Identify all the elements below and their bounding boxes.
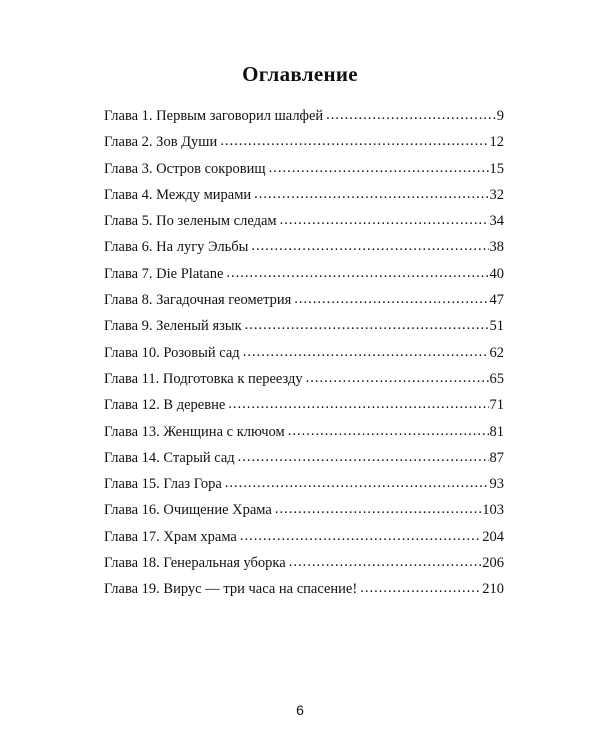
- dot-leader: [245, 317, 489, 334]
- toc-entry-page: 40: [489, 265, 504, 282]
- toc-entry-page: 87: [489, 449, 504, 466]
- toc-entry: [104, 161, 504, 187]
- toc-entry-page: 93: [489, 476, 504, 493]
- toc-entry: [104, 555, 504, 581]
- toc-entry-label: Глава 12. В деревне: [104, 397, 226, 414]
- dot-leader: [220, 133, 488, 150]
- toc-entry: [104, 397, 504, 423]
- toc-entry-label: Глава 18. Генеральная уборка: [104, 555, 286, 572]
- toc-entry-page: 51: [489, 318, 504, 335]
- toc-entry-label: Глава 10. Розовый сад: [104, 344, 240, 361]
- toc-entry-page: 81: [489, 423, 504, 440]
- dot-leader: [225, 475, 489, 492]
- dot-leader: [294, 291, 488, 308]
- toc-entry: [104, 266, 504, 292]
- dot-leader: [275, 501, 481, 518]
- toc-entry-label: Глава 19. Вирус — три часа на спасение!: [104, 581, 358, 598]
- toc-entry: [104, 239, 504, 265]
- toc-entry-label: Глава 9. Зеленый язык: [104, 318, 242, 335]
- toc-entry: [104, 134, 504, 160]
- toc-entry: [104, 502, 504, 528]
- toc-entry: [104, 108, 504, 134]
- dot-leader: [306, 370, 489, 387]
- dot-leader: [289, 554, 482, 571]
- toc-entry-label: Глава 8. Загадочная геометрия: [104, 292, 292, 309]
- page-number: 6: [296, 702, 304, 718]
- toc-entry-page: 62: [489, 344, 504, 361]
- toc-entry-page: 34: [489, 213, 504, 230]
- toc-entry-page: 103: [482, 502, 504, 519]
- toc-entry-label: Глава 15. Глаз Гора: [104, 476, 222, 493]
- toc-entry-page: 204: [482, 528, 504, 545]
- dot-leader: [254, 186, 488, 203]
- toc-entry-page: 206: [482, 555, 504, 572]
- dot-leader: [238, 449, 489, 466]
- toc-entry-page: 32: [489, 186, 504, 203]
- dot-leader: [228, 396, 488, 413]
- toc-entry-label: Глава 2. Зов Души: [104, 134, 218, 151]
- toc-entry: [104, 450, 504, 476]
- dot-leader: [326, 107, 496, 124]
- toc-entry-label: Глава 17. Храм храма: [104, 528, 237, 545]
- toc-entry-label: Глава 4. Между мирами: [104, 186, 252, 203]
- toc-entry-page: 71: [489, 397, 504, 414]
- dot-leader: [280, 212, 489, 229]
- toc-entry-label: Глава 7. Die Platane: [104, 265, 224, 282]
- toc-entry-label: Глава 5. По зеленым следам: [104, 213, 277, 230]
- toc-entry-label: Глава 3. Остров сокровищ: [104, 160, 266, 177]
- table-of-contents: [104, 108, 504, 608]
- toc-entry-label: Глава 13. Женщина с ключом: [104, 423, 285, 440]
- toc-entry: [104, 581, 504, 607]
- toc-entry-label: Глава 14. Старый сад: [104, 449, 235, 466]
- toc-entry: [104, 345, 504, 371]
- toc-entry-label: Глава 6. На лугу Эльбы: [104, 239, 249, 256]
- toc-entry-page: 210: [482, 581, 504, 598]
- dot-leader: [269, 160, 489, 177]
- toc-entry: [104, 187, 504, 213]
- toc-entry: [104, 292, 504, 318]
- toc-entry-label: Глава 1. Первым заговорил шалфей: [104, 108, 324, 124]
- toc-entry-page: 65: [489, 370, 504, 387]
- toc-entry: [104, 318, 504, 344]
- toc-entry-label: Глава 11. Подготовка к переезду: [104, 370, 303, 387]
- toc-entry-page: 12: [489, 134, 504, 151]
- toc-entry-page: 15: [489, 160, 504, 177]
- dot-leader: [240, 528, 481, 545]
- toc-entry: [104, 476, 504, 502]
- toc-entry: [104, 213, 504, 239]
- dot-leader: [360, 580, 481, 597]
- toc-entry: [104, 529, 504, 555]
- dot-leader: [243, 344, 489, 361]
- toc-entry: [104, 424, 504, 450]
- dot-leader: [288, 423, 489, 440]
- toc-title: Оглавление: [242, 62, 358, 86]
- toc-entry-page: 47: [489, 292, 504, 309]
- dot-leader: [251, 238, 488, 255]
- dot-leader: [226, 265, 488, 282]
- toc-entry: [104, 371, 504, 397]
- toc-entry-page: 9: [496, 108, 504, 124]
- toc-entry-page: 38: [489, 239, 504, 256]
- toc-entry-label: Глава 16. Очищение Храма: [104, 502, 272, 519]
